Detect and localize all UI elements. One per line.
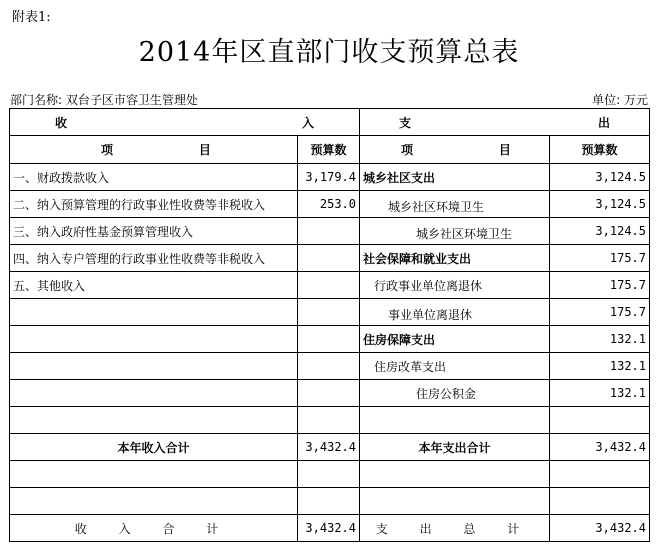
year-expense-total-value: 3,432.4 xyxy=(550,434,650,461)
item-header-right: 目 xyxy=(198,143,211,157)
year-expense-total-label: 本年支出合计 xyxy=(360,434,550,461)
expense-header-left: 支 xyxy=(399,115,412,130)
expense-value: 132.1 xyxy=(550,353,650,380)
income-item: 五、其他收入 xyxy=(10,272,298,299)
department-name: 部门名称: 双台子区市容卫生管理处 xyxy=(10,93,198,107)
grand-total-row xyxy=(10,515,650,542)
income-item xyxy=(10,353,298,380)
empty-row xyxy=(10,407,650,434)
section-header-row xyxy=(10,109,650,136)
income-item: 四、纳入专户管理的行政事业性收费等非税收入 xyxy=(10,245,298,272)
expense-value: 132.1 xyxy=(550,380,650,407)
expense-item: 住房公积金 xyxy=(360,380,550,407)
empty-row xyxy=(10,488,650,515)
appendix-label: 附表1: xyxy=(12,10,51,25)
income-section-header xyxy=(10,109,360,136)
year-total-row xyxy=(10,434,650,461)
expense-item: 城乡社区支出 xyxy=(360,164,550,191)
expense-value: 175.7 xyxy=(550,299,650,326)
income-value xyxy=(298,326,360,353)
page-title: 2014年区直部门收支预算总表 xyxy=(138,37,520,68)
income-value: 3,179.4 xyxy=(298,164,360,191)
expense-item: 住房保障支出 xyxy=(360,326,550,353)
item-header-left: 项 xyxy=(101,143,114,157)
income-budget-header: 预算数 xyxy=(298,136,360,164)
expense-section-header xyxy=(360,109,650,136)
income-item: 三、纳入政府性基金预算管理收入 xyxy=(10,218,298,245)
income-item: 一、财政拨款收入 xyxy=(10,164,298,191)
table-row xyxy=(10,299,650,326)
expense-value: 3,124.5 xyxy=(550,191,650,218)
table-row xyxy=(10,245,650,272)
table-row xyxy=(10,164,650,191)
year-income-total-value: 3,432.4 xyxy=(298,434,360,461)
grand-income-total-value: 3,432.4 xyxy=(298,515,360,542)
unit-label: 单位: 万元 xyxy=(592,93,648,107)
income-item: 二、纳入预算管理的行政事业性收费等非税收入 xyxy=(10,191,298,218)
income-value xyxy=(298,380,360,407)
expense-item: 住房改革支出 xyxy=(360,353,550,380)
table-row xyxy=(10,353,650,380)
expense-item-header xyxy=(360,136,550,164)
empty-row xyxy=(10,461,650,488)
grand-income-total-label: 收 入 合 计 xyxy=(10,515,298,542)
expense-value: 175.7 xyxy=(550,245,650,272)
expense-value: 3,124.5 xyxy=(550,164,650,191)
income-value xyxy=(298,218,360,245)
table-row xyxy=(10,326,650,353)
income-value xyxy=(298,272,360,299)
income-value: 253.0 xyxy=(298,191,360,218)
item-header-right-2: 目 xyxy=(498,143,511,157)
table-row xyxy=(10,191,650,218)
income-value xyxy=(298,353,360,380)
income-header-left: 收 xyxy=(55,115,68,130)
grand-expense-total-value: 3,432.4 xyxy=(550,515,650,542)
expense-item: 事业单位离退休 xyxy=(360,299,550,326)
income-value xyxy=(298,299,360,326)
budget-table xyxy=(9,108,650,542)
expense-item: 行政事业单位离退休 xyxy=(360,272,550,299)
table-row xyxy=(10,218,650,245)
income-item xyxy=(10,326,298,353)
grand-expense-total-label: 支 出 总 计 xyxy=(360,515,550,542)
year-income-total-label: 本年收入合计 xyxy=(10,434,298,461)
expense-item: 城乡社区环境卫生 xyxy=(360,191,550,218)
expense-item: 城乡社区环境卫生 xyxy=(360,218,550,245)
income-header-right: 入 xyxy=(301,115,314,130)
income-item xyxy=(10,299,298,326)
column-header-row xyxy=(10,136,650,164)
income-value xyxy=(298,245,360,272)
expense-value: 132.1 xyxy=(550,326,650,353)
income-item xyxy=(10,380,298,407)
table-row xyxy=(10,380,650,407)
expense-budget-header: 预算数 xyxy=(550,136,650,164)
expense-value: 175.7 xyxy=(550,272,650,299)
expense-value: 3,124.5 xyxy=(550,218,650,245)
table-row xyxy=(10,272,650,299)
income-item-header xyxy=(10,136,298,164)
item-header-left-2: 项 xyxy=(401,143,414,157)
expense-header-right: 出 xyxy=(597,115,610,130)
expense-item: 社会保障和就业支出 xyxy=(360,245,550,272)
